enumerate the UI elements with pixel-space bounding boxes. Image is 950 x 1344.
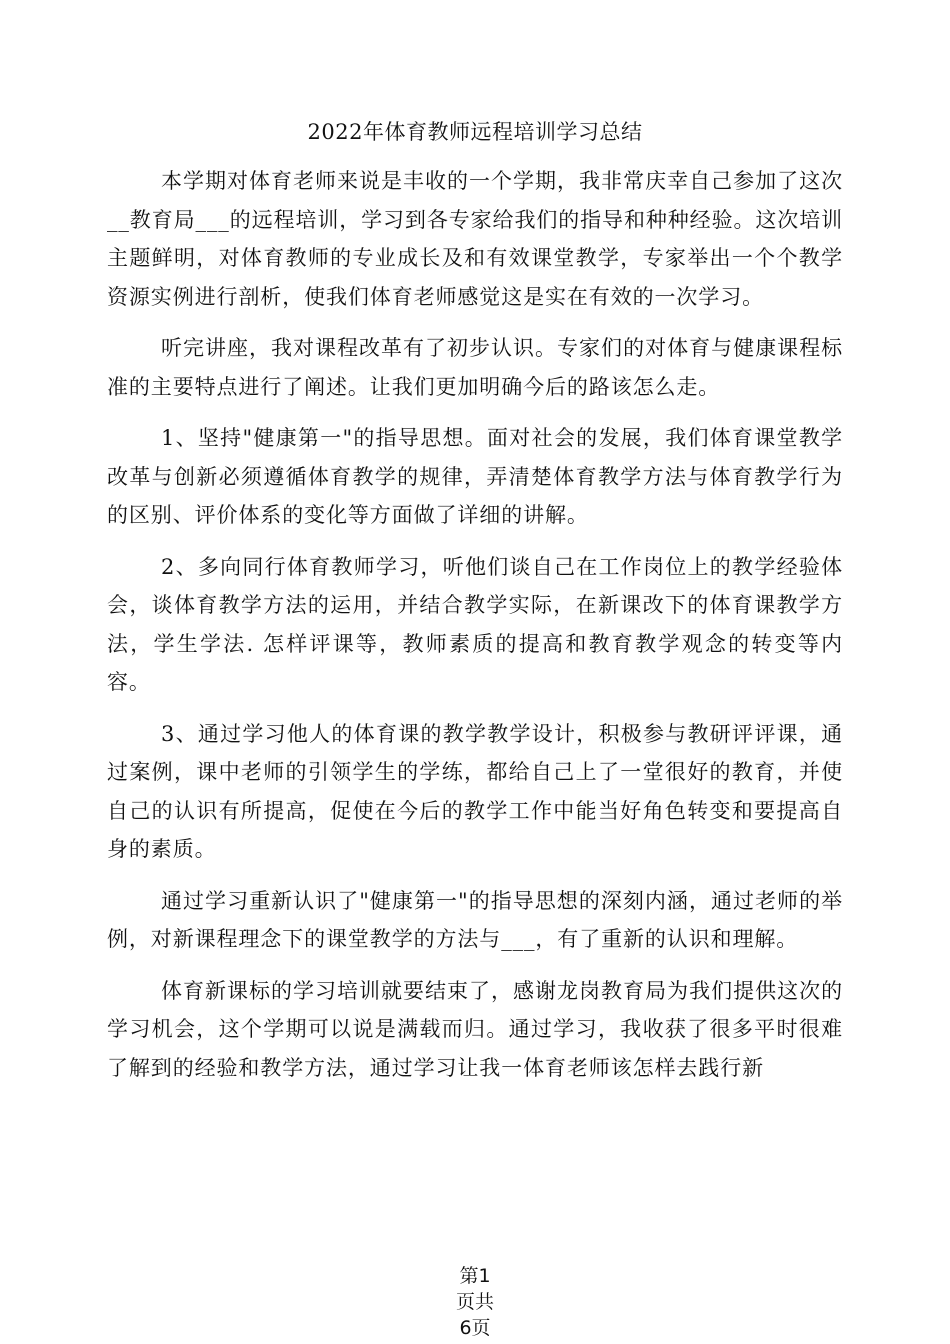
paragraph-7: 体育新课标的学习培训就要结束了，感谢龙岗教育局为我们提供这次的学习机会，这个学期可以说是满载而归。通过学习，我收获了很多平时很难了解到的经验和教学方法，通过学习让我一体育老师该怎样去践行新 xyxy=(107,978,843,1080)
paragraph-5: 3、通过学习他人的体育课的教学教学设计，积极参与教研评评课，通过案例，课中老师的引领学生的学练，都给自己上了一堂很好的教育，并使自己的认识有所提高，促使在今后的教学工作中能当好角色转变和要提高自身的素质。 xyxy=(107,721,843,861)
page-footer xyxy=(0,1263,950,1341)
paragraph-3: 1、坚持"健康第一"的指导思想。面对社会的发展，我们体育课堂教学改革与创新必须遵循体育教学的规律，弄清楚体育教学方法与体育教学行为的区别、评价体系的变化等方面做了详细的讲解。 xyxy=(107,426,843,527)
paragraph-6: 通过学习重新认识了"健康第一"的指导思想的深刻内涵，通过老师的举例，对新课程理念下的课堂教学的方法与___，有了重新的认识和理解。 xyxy=(107,888,843,951)
page-number-line-1: 第1 xyxy=(459,1265,491,1287)
paragraph-4: 2、多向同行体育教师学习，听他们谈自己在工作岗位上的教学经验体会，谈体育教学方法的运用，并结合教学实际，在新课改下的体育课教学方法，学生学法. 怎样评课等，教师素质的提高和教育教学观念的转变等内容。 xyxy=(107,554,843,694)
page-number-line-2: 页共 xyxy=(455,1291,494,1313)
paragraph-2: 听完讲座，我对课程改革有了初步认识。专家们的对体育与健康课程标准的主要特点进行了阐述。让我们更加明确今后的路该怎么走。 xyxy=(107,336,843,399)
document-body xyxy=(107,162,843,1087)
document-title: 2022年体育教师远程培训学习总结 xyxy=(307,120,643,144)
page-number-line-3: 6页 xyxy=(459,1317,491,1339)
paragraph-1: 本学期对体育老师来说是丰收的一个学期，我非常庆幸自己参加了这次__教育局___的远程培训，学习到各专家给我们的指导和种种经验。这次培训主题鲜明，对体育教师的专业成长及和有效课堂教学，专家举出一个个教学资源实例进行剖析，使我们体育老师感觉这是实在有效的一次学习。 xyxy=(107,169,843,309)
